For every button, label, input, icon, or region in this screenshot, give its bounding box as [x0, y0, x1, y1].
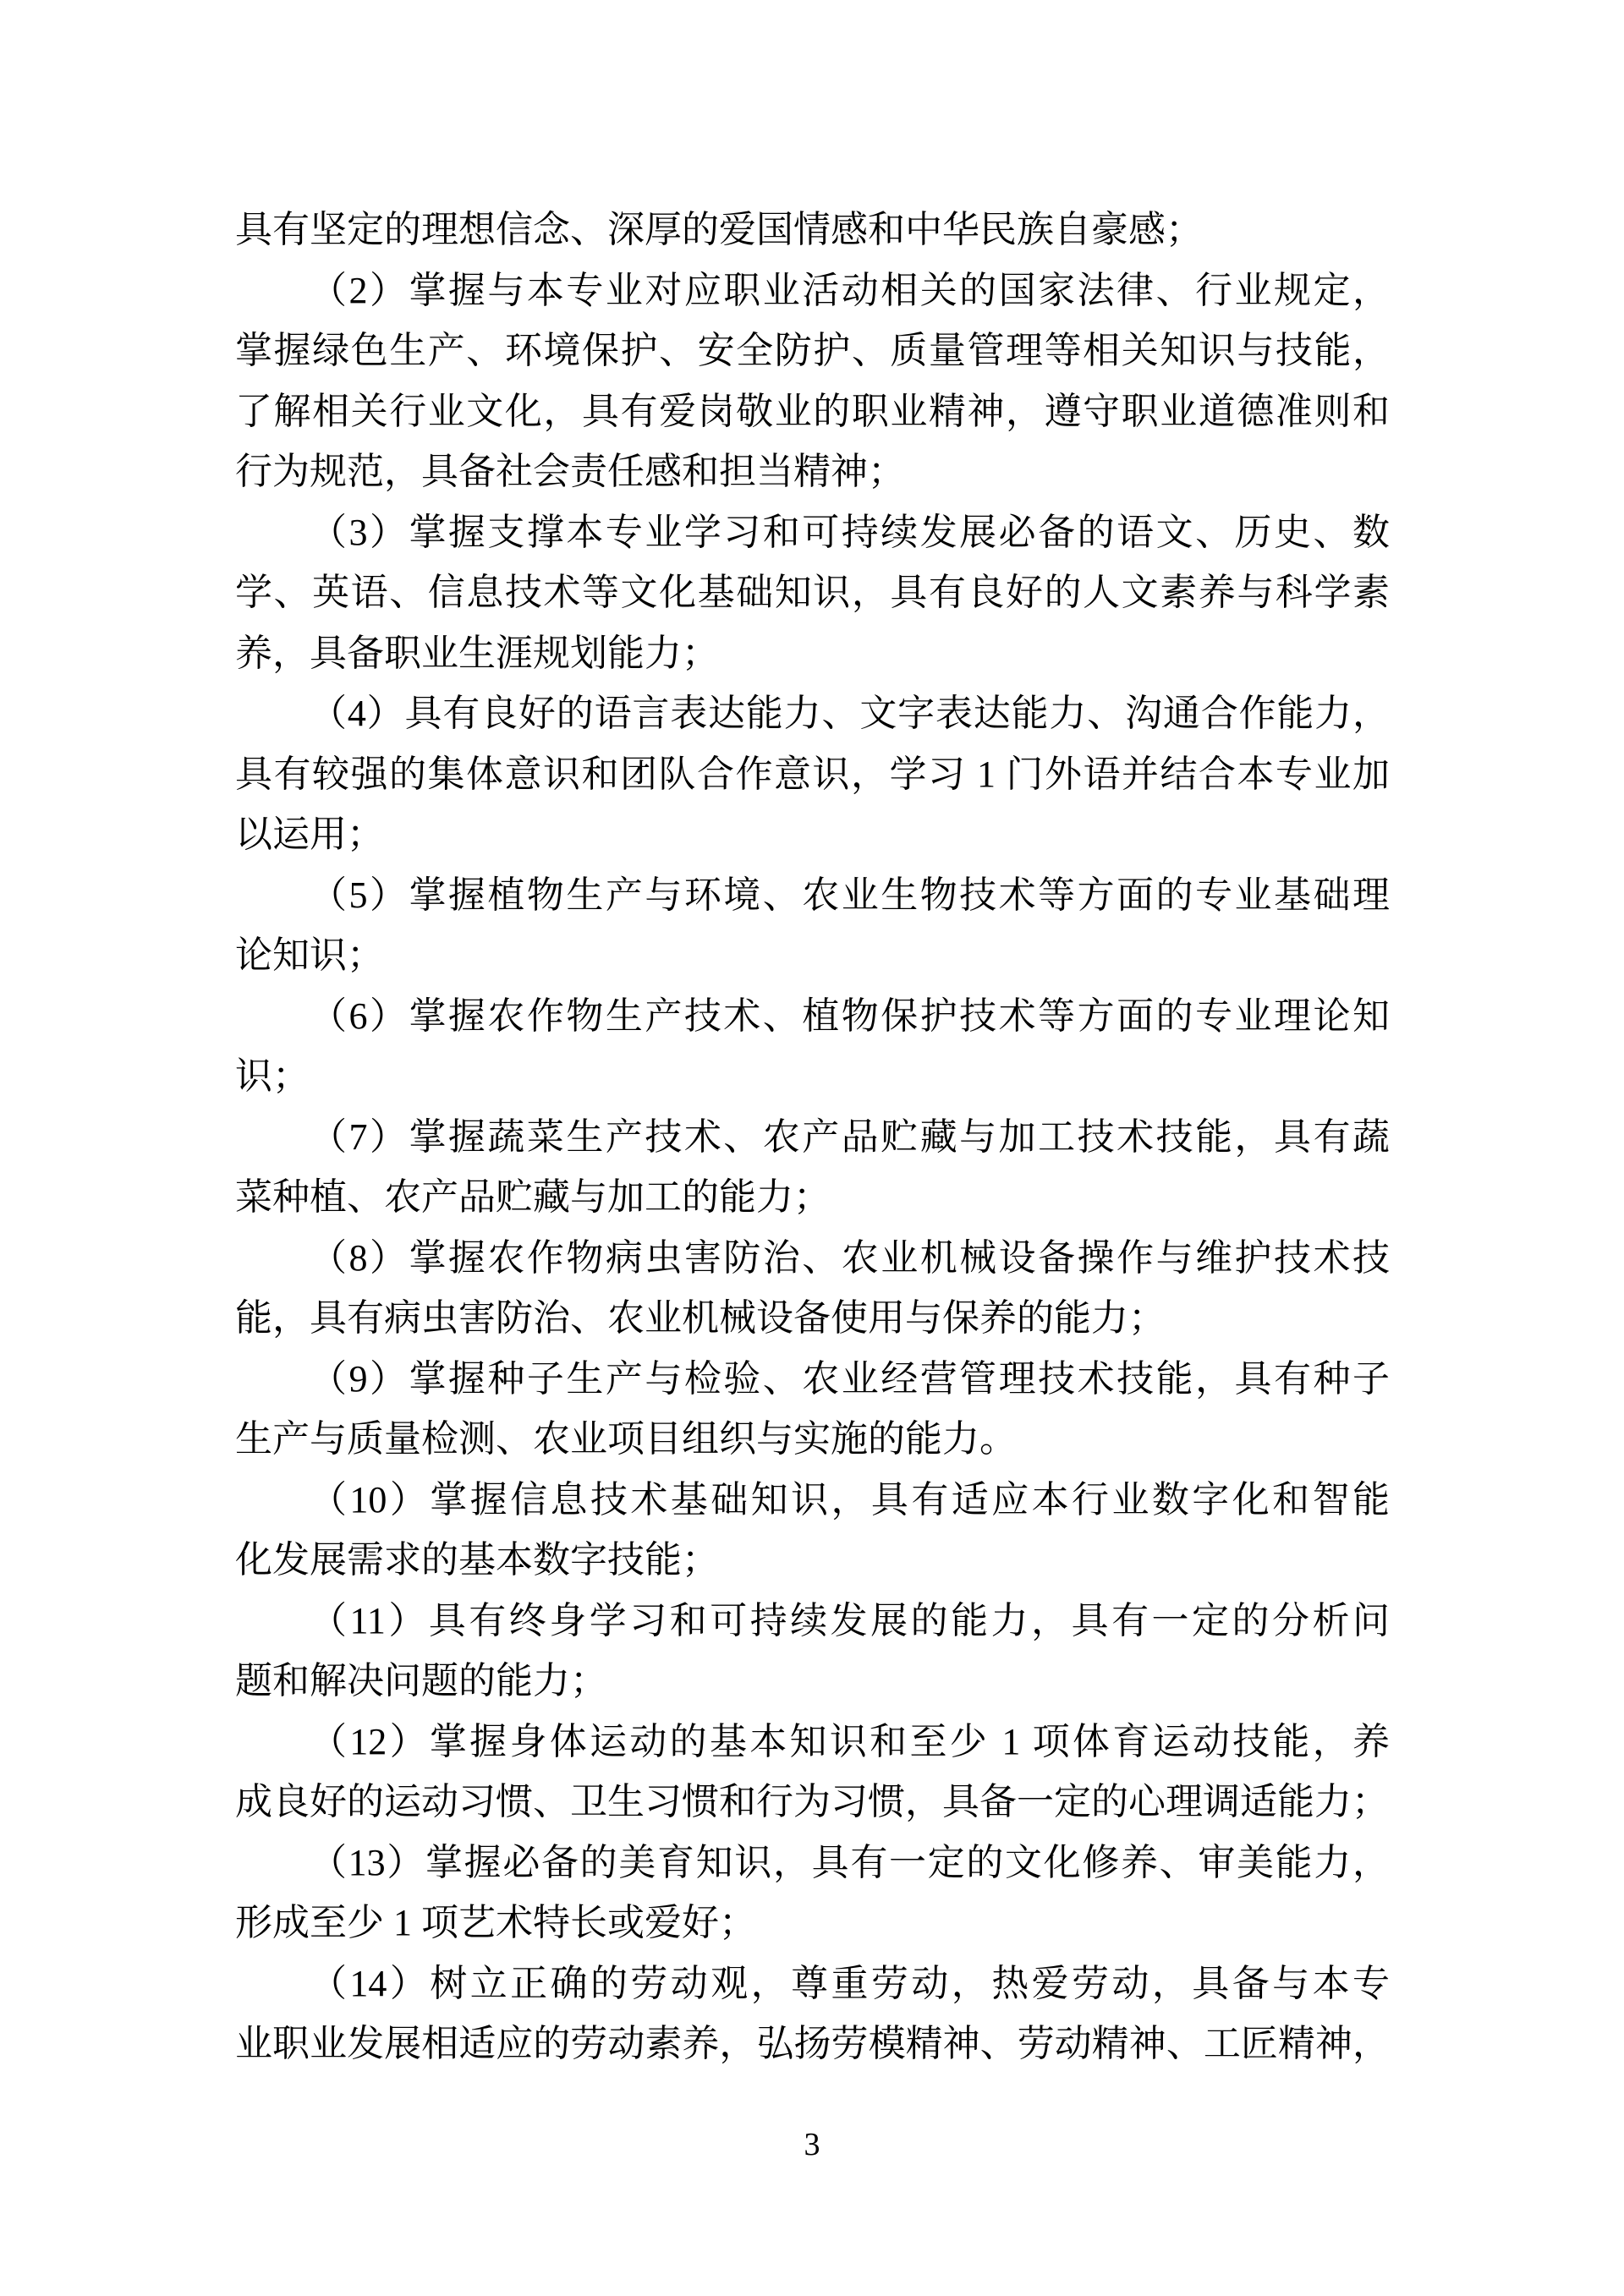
text-line: （12）掌握身体运动的基本知识和至少 1 项体育运动技能，养 [310, 1720, 1390, 1762]
text-line: （2）掌握与本专业对应职业活动相关的国家法律、行业规定， [310, 269, 1390, 311]
text-line: 题和解决问题的能力； [235, 1660, 607, 1701]
text-line: （11）具有终身学习和可持续发展的能力，具有一定的分析问 [310, 1599, 1390, 1641]
text-line: 识； [235, 1055, 310, 1097]
text-line: 以运用； [235, 814, 384, 855]
text-line: （8）掌握农作物病虫害防治、农业机械设备操作与维护技术技 [310, 1236, 1390, 1279]
text-line: 化发展需求的基本数字技能； [235, 1539, 719, 1581]
text-line: 具有坚定的理想信念、深厚的爱国情感和中华民族自豪感； [235, 209, 1203, 250]
text-line: （3）掌握支撑本专业学习和可持续发展必备的语文、历史、数 [310, 511, 1390, 553]
text-line: （6）掌握农作物生产技术、植物保护技术等方面的专业理论知 [310, 995, 1390, 1037]
text-line: （14）树立正确的劳动观，尊重劳动，热爱劳动，具备与本专 [310, 1962, 1390, 2004]
text-line: 生产与质量检测、农业项目组织与实施的能力。 [235, 1418, 1017, 1460]
text-line: （10）掌握信息技术基础知识，具有适应本行业数字化和智能 [310, 1478, 1390, 1521]
text-line: （4）具有良好的语言表达能力、文字表达能力、沟通合作能力， [310, 693, 1390, 734]
document-body [235, 200, 1390, 2074]
text-line: 能，具有病虫害防治、农业机械设备使用与保养的能力； [235, 1297, 1166, 1339]
text-line: 养，具备职业生涯规划能力； [235, 632, 719, 674]
text-line: 菜种植、农产品贮藏与加工的能力； [235, 1176, 831, 1218]
page-number: 3 [804, 2127, 820, 2162]
text-line: 学、英语、信息技术等文化基础知识，具有良好的人文素养与科学素 [235, 572, 1390, 613]
text-line: 了解相关行业文化，具有爱岗敬业的职业精神，遵守职业道德准则和 [235, 390, 1390, 432]
text-line: 成良好的运动习惯、卫生习惯和行为习惯，具备一定的心理调适能力； [235, 1781, 1389, 1822]
text-line: 业职业发展相适应的劳动素养，弘扬劳模精神、劳动精神、工匠精神， [235, 2023, 1390, 2064]
text-line: （7）掌握蔬菜生产技术、农产品贮藏与加工技术技能，具有蔬 [310, 1115, 1390, 1158]
text-line: 掌握绿色生产、环境保护、安全防护、质量管理等相关知识与技能， [235, 330, 1390, 371]
text-line: （5）掌握植物生产与环境、农业生物技术等方面的专业基础理 [310, 874, 1390, 916]
text-line: 具有较强的集体意识和团队合作意识，学习 1 门外语并结合本专业加 [235, 753, 1390, 795]
page-footer [0, 2124, 1624, 2165]
text-line: （9）掌握种子生产与检验、农业经营管理技术技能，具有种子 [310, 1357, 1390, 1400]
text-line: 行为规范，具备社会责任感和担当精神； [235, 451, 905, 492]
text-line: 形成至少 1 项艺术特长或爱好； [235, 1902, 756, 1943]
text-line: 论知识； [235, 934, 384, 976]
text-line: （13）掌握必备的美育知识，具有一定的文化修养、审美能力， [310, 1841, 1390, 1883]
